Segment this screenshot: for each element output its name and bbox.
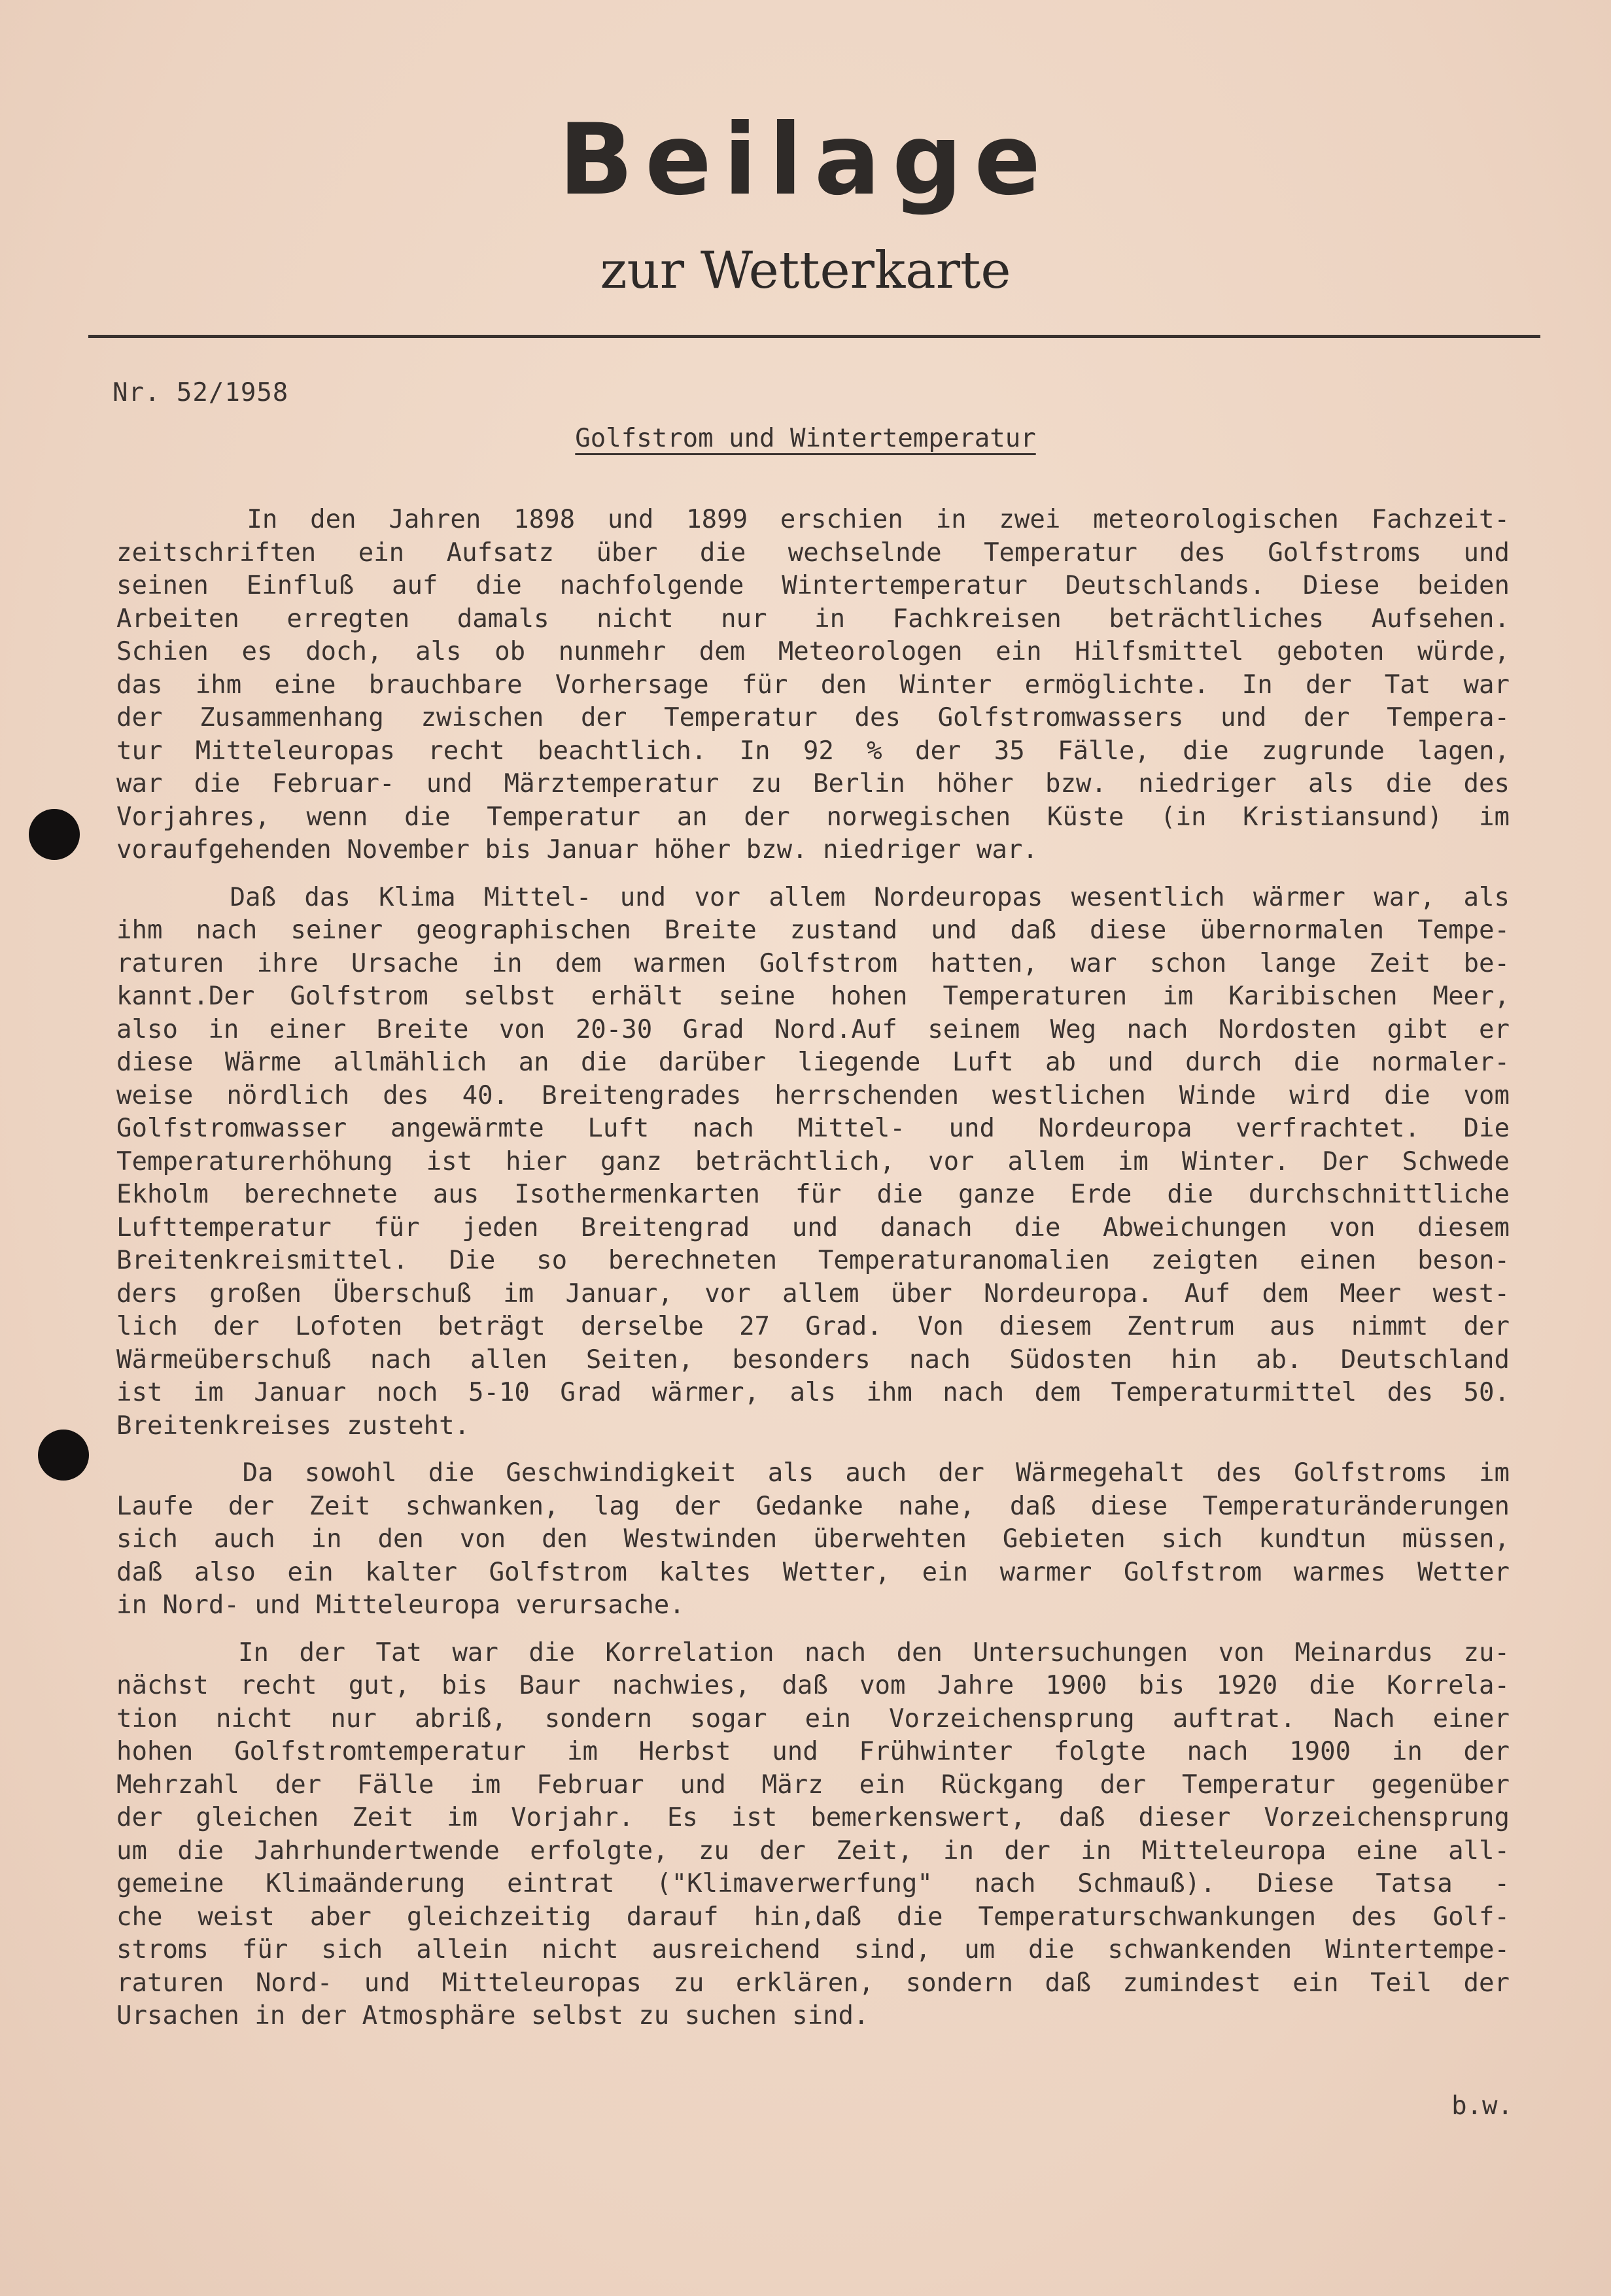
text-line: also in einer Breite von 20-30 Grad Nord.Auf seinem Weg nach Nordosten gibt er bbox=[116, 1014, 1510, 1044]
article-heading-text: Golfstrom und Wintertemperatur bbox=[575, 424, 1036, 453]
paragraph bbox=[116, 882, 1510, 1443]
text-line: tion nicht nur abriß, sondern sogar ein Vorzeichensprung auftrat. Nach einer bbox=[116, 1704, 1510, 1734]
text-line: der Zusammenhang zwischen der Temperatur des Golfstromwassers und der Tempera- bbox=[116, 703, 1510, 732]
article-heading bbox=[0, 424, 1611, 453]
continuation-note: b.w. bbox=[1451, 2091, 1513, 2121]
text-line: um die Jahrhundertwende erfolgte, zu der Zeit, in der in Mitteleuropa eine all- bbox=[116, 1836, 1510, 1866]
text-line: In den Jahren 1898 und 1899 erschien in zwei meteorologischen Fachzeit- bbox=[116, 505, 1510, 534]
article-body bbox=[116, 504, 1510, 2033]
text-line: Arbeiten erregten damals nicht nur in Fachkreisen beträchtliches Aufsehen. bbox=[116, 604, 1510, 634]
text-line: nächst recht gut, bis Baur nachwies, daß vom Jahre 1900 bis 1920 die Korrela- bbox=[116, 1671, 1510, 1700]
text-line: Breitenkreises zusteht. bbox=[116, 1411, 470, 1441]
text-line: Wärmeüberschuß nach allen Seiten, besonders nach Südosten hin ab. Deutschland bbox=[116, 1345, 1510, 1375]
text-line: der gleichen Zeit im Vorjahr. Es ist bemerkenswert, daß dieser Vorzeichensprung bbox=[116, 1803, 1510, 1832]
text-line: seinen Einfluß auf die nachfolgende Wintertemperatur Deutschlands. Diese beiden bbox=[116, 571, 1510, 600]
text-line: raturen ihre Ursache in dem warmen Golfstrom hatten, war schon lange Zeit be- bbox=[116, 948, 1510, 978]
text-line: gemeine Klimaänderung eintrat ("Klimaverwerfung" nach Schmauß). Diese Tatsa - bbox=[116, 1869, 1510, 1898]
text-line: sich auch in den von den Westwinden überwehten Gebieten sich kundtun müssen, bbox=[116, 1524, 1510, 1554]
text-line: diese Wärme allmählich an die darüber liegende Luft ab und durch die normaler- bbox=[116, 1048, 1510, 1077]
masthead-title: Beilage bbox=[558, 103, 1053, 217]
text-line: Lufttemperatur für jeden Breitengrad und danach die Abweichungen von diesem bbox=[116, 1212, 1510, 1242]
issue-number: Nr. 52/1958 bbox=[113, 378, 289, 407]
paragraph-gap bbox=[116, 1443, 1510, 1457]
text-line: tur Mitteleuropas recht beachtlich. In 92 % der 35 Fälle, die zugrunde lagen, bbox=[116, 736, 1510, 766]
text-line: hohen Golfstromtemperatur im Herbst und Frühwinter folgte nach 1900 in der bbox=[116, 1737, 1510, 1766]
paragraph-gap bbox=[116, 1622, 1510, 1637]
text-line: raturen Nord- und Mitteleuropas zu erklären, sondern daß zumindest ein Teil der bbox=[116, 1968, 1510, 1998]
punch-hole-bottom bbox=[38, 1430, 89, 1481]
text-line: weise nördlich des 40. Breitengrades herrschenden westlichen Winde wird die vom bbox=[116, 1080, 1510, 1110]
text-line: ist im Januar noch 5-10 Grad wärmer, als ihm nach dem Temperaturmittel des 50. bbox=[116, 1378, 1510, 1407]
text-line: Daß das Klima Mittel- und vor allem Nordeuropas wesentlich wärmer war, als bbox=[116, 882, 1510, 912]
header-rule bbox=[88, 335, 1540, 338]
text-line: Da sowohl die Geschwindigkeit als auch der Wärmegehalt des Golfstroms im bbox=[116, 1458, 1510, 1488]
text-line: Schien es doch, als ob nunmehr dem Meteorologen ein Hilfsmittel geboten würde, bbox=[116, 637, 1510, 666]
text-line: Vorjahres, wenn die Temperatur an der norwegischen Küste (in Kristiansund) im bbox=[116, 802, 1510, 832]
paragraph-gap bbox=[116, 867, 1510, 882]
text-line: Ekholm berechnete aus Isothermenkarten für die ganze Erde die durchschnittliche bbox=[116, 1180, 1510, 1209]
text-line: kannt.Der Golfstrom selbst erhält seine hohen Temperaturen im Karibischen Meer, bbox=[116, 982, 1510, 1011]
text-line: ders großen Überschuß im Januar, vor allem über Nordeuropa. Auf dem Meer west- bbox=[116, 1278, 1510, 1309]
text-line: lich der Lofoten beträgt derselbe 27 Grad. Von diesem Zentrum aus nimmt der bbox=[116, 1312, 1510, 1341]
text-line: stroms für sich allein nicht ausreichend sind, um die schwankenden Wintertempe- bbox=[116, 1935, 1510, 1964]
paragraph bbox=[116, 1637, 1510, 2033]
text-line: Golfstromwasser angewärmte Luft nach Mittel- und Nordeuropa verfrachtet. Die bbox=[116, 1114, 1510, 1143]
text-line: ihm nach seiner geographischen Breite zustand und daß diese übernormalen Tempe- bbox=[116, 916, 1510, 945]
text-line: in Nord- und Mitteleuropa verursache. bbox=[116, 1590, 685, 1620]
masthead-subtitle: zur Wetterkarte bbox=[600, 241, 1011, 300]
text-line: Ursachen in der Atmosphäre selbst zu suchen sind. bbox=[116, 2001, 869, 2030]
text-line: Breitenkreismittel. Die so berechneten Temperaturanomalien zeigten einen beson- bbox=[116, 1246, 1510, 1275]
text-line: Laufe der Zeit schwanken, lag der Gedanke nahe, daß diese Temperaturänderungen bbox=[116, 1491, 1510, 1521]
punch-hole-top bbox=[29, 809, 80, 860]
text-line: daß also ein kalter Golfstrom kaltes Wetter, ein warmer Golfstrom warmes Wetter bbox=[116, 1557, 1510, 1587]
text-line: das ihm eine brauchbare Vorhersage für den Winter ermöglichte. In der Tat war bbox=[116, 670, 1510, 700]
paragraph bbox=[116, 504, 1510, 867]
text-line: Mehrzahl der Fälle im Februar und März ein Rückgang der Temperatur gegenüber bbox=[116, 1770, 1510, 1800]
text-line: In der Tat war die Korrelation nach den Untersuchungen von Meinardus zu- bbox=[116, 1637, 1510, 1668]
text-line: voraufgehenden November bis Januar höher bzw. niedriger war. bbox=[116, 835, 1038, 865]
paragraph bbox=[116, 1457, 1510, 1622]
text-line: war die Februar- und Märztemperatur zu Berlin höher bzw. niedriger als die des bbox=[116, 769, 1510, 798]
text-line: che weist aber gleichzeitig darauf hin,daß die Temperaturschwankungen des Golf- bbox=[116, 1902, 1510, 1932]
text-line: Temperaturerhöhung ist hier ganz beträchtlich, vor allem im Winter. Der Schwede bbox=[116, 1146, 1510, 1176]
text-line: zeitschriften ein Aufsatz über die wechselnde Temperatur des Golfstroms und bbox=[116, 538, 1510, 568]
